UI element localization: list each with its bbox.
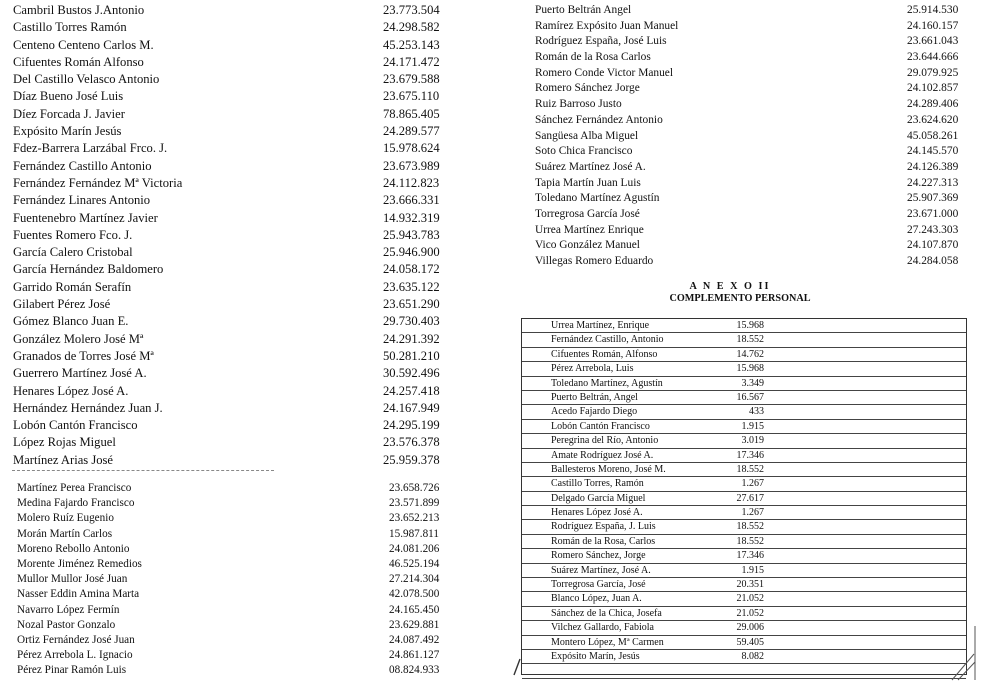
- list-row: [17, 603, 447, 618]
- list-row: [535, 160, 970, 176]
- annex-employee-name: Suárez Martínez, José A.: [551, 564, 651, 576]
- list-row: [17, 557, 447, 572]
- employee-name: Román de la Rosa Carlos: [535, 51, 651, 64]
- list-row: [535, 113, 970, 129]
- amount-value: 25.907.369: [907, 192, 959, 205]
- employee-name: Del Castillo Velasco Antonio: [13, 72, 160, 87]
- employee-name: Villegas Romero Eduardo: [535, 255, 654, 267]
- list-row: [17, 618, 447, 633]
- annex-amount-value: 17.346: [736, 550, 764, 562]
- list-row: [13, 331, 453, 348]
- list-row: [13, 417, 453, 434]
- amount-value: 42.078.500: [389, 588, 440, 601]
- list-row: [13, 192, 453, 209]
- employee-name: Urrea Martínez Enrique: [535, 223, 644, 236]
- amount-value: 24.295.199: [383, 418, 440, 433]
- annex-employee-name: Fernández Castillo, Antonio: [551, 334, 664, 346]
- annex-table: [521, 318, 967, 675]
- employee-name: Medina Fajardo Francisco: [17, 497, 135, 510]
- amount-value: 24.861.127: [389, 649, 440, 662]
- amount-value: 29.730.403: [383, 314, 440, 329]
- amount-value: 24.289.577: [383, 124, 440, 139]
- annex-amount-value: 433: [749, 406, 764, 418]
- annex-table-row: [522, 348, 966, 362]
- list-row: [535, 34, 970, 50]
- employee-name: Granados de Torres José Mª: [13, 348, 154, 363]
- employee-name: Fdez-Barrera Larzábal Frco. J.: [13, 141, 168, 156]
- employee-name: Puerto Beltrán Angel: [535, 4, 632, 16]
- employee-name: Sangüesa Alba Miguel: [535, 129, 639, 142]
- list-row: [13, 106, 453, 123]
- list-row: [535, 238, 970, 254]
- annex-table-row: [522, 377, 966, 391]
- employee-name: Soto Chica Francisco: [535, 145, 633, 158]
- annex-employee-name: Román de la Rosa, Carlos: [551, 535, 656, 547]
- employee-name: García Calero Cristobal: [13, 245, 133, 260]
- list-row: [13, 434, 453, 451]
- employee-name: Pérez Arrebola L. Ignacio: [17, 649, 133, 662]
- list-row: [13, 54, 453, 71]
- annex-table-row: [522, 319, 966, 333]
- amount-value: 78.865.405: [383, 106, 440, 121]
- annex-employee-name: Montero López, Mª Carmen: [551, 636, 664, 648]
- annex-amount-value: 18.552: [736, 463, 764, 475]
- annex-table-row: [522, 434, 966, 448]
- employee-name: Díaz Bueno José Luis: [13, 89, 124, 104]
- annex-amount-value: 1.915: [741, 420, 764, 432]
- employee-name: Ortiz Fernández José Juan: [17, 633, 135, 646]
- amount-value: 25.943.783: [383, 227, 440, 242]
- list-row: [17, 663, 447, 678]
- annex-table-row: [522, 607, 966, 621]
- employee-name: Nozal Pastor Gonzalo: [17, 618, 116, 631]
- annex-employee-name: Lobón Cantón Francisco: [551, 420, 650, 432]
- annex-employee-name: Pérez Arrebola, Luis: [551, 363, 634, 375]
- amount-value: 23.571.899: [389, 497, 440, 510]
- annex-table-row: [522, 650, 966, 664]
- list-row: [535, 97, 970, 113]
- amount-value: 24.112.823: [383, 175, 440, 190]
- list-row: [13, 19, 453, 36]
- annex-employee-name: Blanco López, Juan A.: [551, 593, 642, 605]
- salary-list-left-top: [13, 2, 453, 469]
- employee-name: Gilabert Pérez José: [13, 297, 111, 312]
- amount-value: 23.661.043: [907, 35, 959, 48]
- employee-name: Fuentenebro Martínez Javier: [13, 210, 158, 225]
- annex-amount-value: 21.052: [736, 607, 764, 619]
- employee-name: Guerrero Martínez José A.: [13, 366, 147, 381]
- employee-name: Castillo Torres Ramón: [13, 20, 127, 35]
- annex-amount-value: 1.915: [741, 564, 764, 576]
- list-row: [13, 123, 453, 140]
- employee-name: Fernández Castillo Antonio: [13, 158, 152, 173]
- amount-value: 23.671.000: [907, 207, 959, 220]
- list-row: [13, 227, 453, 244]
- employee-name: Hernández Hernández Juan J.: [13, 400, 163, 415]
- corner-scribble-mark: [948, 624, 978, 682]
- annex-employee-name: Rodríguez España, J. Luis: [551, 521, 656, 533]
- list-row: [535, 19, 970, 35]
- margin-tick-mark: [512, 657, 522, 677]
- annex-table-row: [522, 362, 966, 376]
- list-row: [13, 400, 453, 417]
- employee-name: Cambril Bustos J.Antonio: [13, 3, 145, 17]
- annex-table-row: [522, 477, 966, 491]
- list-row: [13, 175, 453, 192]
- annex-table-row: [522, 592, 966, 606]
- list-row: [13, 2, 453, 19]
- amount-value: 24.284.058: [907, 255, 959, 267]
- amount-value: 23.624.620: [907, 113, 959, 126]
- annex-amount-value: 14.762: [736, 348, 764, 360]
- list-row: [535, 129, 970, 145]
- employee-name: Moreno Rebollo Antonio: [17, 542, 130, 555]
- annex-table-row: [522, 520, 966, 534]
- amount-value: 24.160.157: [907, 19, 959, 32]
- amount-value: 23.673.989: [383, 158, 440, 173]
- employee-name: Ramírez Expósito Juan Manuel: [535, 19, 679, 32]
- employee-name: López Rojas Miguel: [13, 435, 116, 450]
- amount-value: 23.666.331: [383, 193, 440, 208]
- employee-name: Ruiz Barroso Justo: [535, 98, 622, 111]
- list-row: [17, 527, 447, 542]
- salary-list-right: [535, 3, 970, 270]
- annex-title: A N E X O II: [689, 281, 771, 292]
- annex-employee-name: Torregrosa García, José: [551, 579, 646, 591]
- annex-table-row: [522, 549, 966, 563]
- annex-employee-name: Amate Rodríguez José A.: [551, 449, 654, 461]
- amount-value: 24.145.570: [907, 145, 959, 158]
- annex-employee-name: Acedo Fajardo Diego: [551, 406, 638, 418]
- amount-value: 25.946.900: [383, 245, 440, 260]
- list-row: [535, 144, 970, 160]
- amount-value: 23.576.378: [383, 435, 440, 450]
- amount-value: 08.824.933: [389, 664, 440, 677]
- list-row: [13, 452, 453, 469]
- annex-amount-value: 59.405: [736, 636, 764, 648]
- amount-value: 24.291.392: [383, 331, 440, 346]
- employee-name: Martínez Arias José: [13, 452, 114, 467]
- list-row: [535, 176, 970, 192]
- amount-value: 24.298.582: [383, 20, 440, 35]
- employee-name: Rodríguez España, José Luis: [535, 35, 667, 48]
- amount-value: 14.932.319: [383, 210, 440, 225]
- amount-value: 24.107.870: [907, 239, 959, 252]
- employee-name: García Hernández Baldomero: [13, 262, 164, 277]
- amount-value: 30.592.496: [383, 366, 440, 381]
- amount-value: 23.679.588: [383, 72, 440, 87]
- list-row: [13, 279, 453, 296]
- amount-value: 45.058.261: [907, 129, 959, 142]
- amount-value: 24.289.406: [907, 98, 959, 111]
- annex-employee-name: Toledano Martínez, Agustín: [551, 377, 663, 389]
- list-row: [13, 244, 453, 261]
- annex-employee-name: Henares López José A.: [551, 507, 643, 519]
- annex-amount-value: 3.349: [741, 377, 764, 389]
- annex-amount-value: 21.052: [736, 593, 764, 605]
- annex-table-row: [522, 333, 966, 347]
- annex-employee-name: Urrea Martínez, Enrique: [551, 320, 650, 331]
- annex-employee-name: Cifuentes Román, Alfonso: [551, 348, 658, 360]
- employee-name: Navarro López Fermín: [17, 603, 120, 616]
- list-row: [13, 71, 453, 88]
- annex-amount-value: 15.968: [736, 320, 764, 331]
- annex-subtitle: COMPLEMENTO PERSONAL: [669, 293, 811, 304]
- amount-value: 23.675.110: [383, 89, 440, 104]
- amount-value: 23.635.122: [383, 279, 440, 294]
- annex-amount-value: 8.082: [741, 650, 764, 662]
- amount-value: 15.978.624: [383, 141, 440, 156]
- list-row: [535, 191, 970, 207]
- list-row: [535, 223, 970, 239]
- annex-table-row: [522, 535, 966, 549]
- employee-name: Mullor Mullor José Juan: [17, 573, 128, 586]
- list-row: [13, 383, 453, 400]
- amount-value: 29.079.925: [907, 66, 959, 79]
- employee-name: Nasser Eddin Amina Marta: [17, 588, 140, 601]
- amount-value: 45.253.143: [383, 37, 440, 52]
- list-row: [17, 648, 447, 663]
- annex-table-row: [522, 636, 966, 650]
- list-row: [17, 633, 447, 648]
- amount-value: 24.257.418: [383, 383, 440, 398]
- annex-amount-value: 16.567: [736, 391, 764, 403]
- annex-employee-name: Sánchez de la Chica, Josefa: [551, 607, 662, 619]
- annex-table-row: [522, 405, 966, 419]
- list-row: [535, 207, 970, 223]
- amount-value: 24.102.857: [907, 82, 959, 95]
- amount-value: 25.914.530: [907, 4, 959, 16]
- annex-amount-value: 29.006: [736, 622, 764, 634]
- employee-name: Díez Forcada J. Javier: [13, 106, 125, 121]
- amount-value: 24.126.389: [907, 160, 959, 173]
- list-row: [13, 296, 453, 313]
- annex-employee-name: Puerto Beltrán, Angel: [551, 391, 638, 403]
- annex-amount-value: 3.019: [741, 435, 764, 447]
- employee-name: Suárez Martínez José A.: [535, 160, 646, 173]
- annex-table-row: [522, 621, 966, 635]
- annex-amount-value: 20.351: [736, 579, 764, 591]
- amount-value: 27.243.303: [907, 223, 959, 236]
- employee-name: Torregrosa García José: [535, 207, 640, 220]
- amount-value: 23.629.881: [389, 618, 440, 631]
- list-row: [535, 50, 970, 66]
- list-row: [13, 158, 453, 175]
- annex-table-row: [522, 564, 966, 578]
- page-break-divider: [12, 470, 274, 471]
- amount-value: 50.281.210: [383, 348, 440, 363]
- list-row: [13, 37, 453, 54]
- employee-name: González Molero José Mª: [13, 331, 144, 346]
- employee-name: Romero Sánchez Jorge: [535, 82, 640, 95]
- annex-table-row: [522, 506, 966, 520]
- list-row: [13, 348, 453, 365]
- amount-value: 24.081.206: [389, 542, 440, 555]
- amount-value: 23.651.290: [383, 297, 440, 312]
- employee-name: Lobón Cantón Francisco: [13, 418, 138, 433]
- list-row: [17, 496, 447, 511]
- annex-employee-name: Vilchez Gallardo, Fabiola: [551, 622, 654, 634]
- employee-name: Martínez Perea Francisco: [17, 482, 132, 494]
- employee-name: Morán Martín Carlos: [17, 527, 113, 540]
- annex-table-row: [522, 391, 966, 405]
- amount-value: 24.087.492: [389, 633, 440, 646]
- annex-employee-name: Ballesteros Moreno, José M.: [551, 463, 666, 475]
- list-row: [13, 140, 453, 157]
- amount-value: 24.171.472: [383, 54, 440, 69]
- annex-amount-value: 17.346: [736, 449, 764, 461]
- salary-list-left-bottom: [17, 481, 447, 678]
- employee-name: Toledano Martínez Agustín: [535, 192, 660, 205]
- employee-name: Expósito Marín Jesús: [13, 124, 122, 139]
- employee-name: Pérez Pinar Ramón Luis: [17, 664, 127, 677]
- annex-employee-name: Expósito Marín, Jesús: [551, 650, 640, 662]
- annex-employee-name: Delgado García Miguel: [551, 492, 646, 504]
- employee-name: Fernández Linares Antonio: [13, 193, 151, 208]
- annex-table-row: [522, 420, 966, 434]
- amount-value: 23.652.213: [389, 512, 440, 525]
- employee-name: Fuentes Romero Fco. J.: [13, 227, 133, 242]
- annex-amount-value: 1.267: [741, 507, 764, 519]
- annex-employee-name: Castillo Torres, Ramón: [551, 478, 644, 490]
- annex-amount-value: 15.968: [736, 363, 764, 375]
- employee-name: Fernández Fernández Mª Victoria: [13, 175, 183, 190]
- annex-empty-row: [522, 664, 966, 678]
- employee-name: Henares López José A.: [13, 383, 129, 398]
- amount-value: 15.987.811: [389, 527, 439, 540]
- list-row: [17, 587, 447, 602]
- employee-name: Tapia Martín Juan Luis: [535, 176, 641, 189]
- annex-amount-value: 18.552: [736, 334, 764, 346]
- list-row: [13, 365, 453, 382]
- employee-name: Garrido Román Serafín: [13, 279, 132, 294]
- list-row: [17, 572, 447, 587]
- amount-value: 23.773.504: [383, 3, 440, 17]
- annex-table-row: [522, 492, 966, 506]
- annex-table-row: [522, 578, 966, 592]
- list-row: [17, 511, 447, 526]
- employee-name: Vico González Manuel: [535, 239, 640, 252]
- list-row: [535, 3, 970, 19]
- annex-employee-name: Peregrina del Río, Antonio: [551, 435, 659, 447]
- list-row: [13, 88, 453, 105]
- list-row: [13, 313, 453, 330]
- list-row: [535, 254, 970, 270]
- list-row: [17, 481, 447, 496]
- annex-table-row: [522, 463, 966, 477]
- amount-value: 24.165.450: [389, 603, 440, 616]
- annex-amount-value: 1.267: [741, 478, 764, 490]
- amount-value: 24.058.172: [383, 262, 440, 277]
- annex-amount-value: 18.552: [736, 521, 764, 533]
- employee-name: Centeno Centeno Carlos M.: [13, 37, 154, 52]
- annex-rows: [522, 319, 966, 679]
- employee-name: Molero Ruíz Eugenio: [17, 512, 114, 525]
- employee-name: Morente Jiménez Remedios: [17, 557, 142, 570]
- list-row: [535, 81, 970, 97]
- employee-name: Sánchez Fernández Antonio: [535, 113, 663, 126]
- annex-amount-value: 27.617: [736, 492, 764, 504]
- list-row: [535, 66, 970, 82]
- annex-amount-value: 18.552: [736, 535, 764, 547]
- list-row: [17, 542, 447, 557]
- employee-name: Cifuentes Román Alfonso: [13, 54, 144, 69]
- employee-name: Gómez Blanco Juan E.: [13, 314, 129, 329]
- annex-employee-name: Romero Sánchez, Jorge: [551, 550, 646, 562]
- list-row: [13, 261, 453, 278]
- amount-value: 23.644.666: [907, 51, 959, 64]
- amount-value: 24.167.949: [383, 400, 440, 415]
- list-row: [13, 210, 453, 227]
- amount-value: 23.658.726: [389, 482, 440, 494]
- amount-value: 27.214.304: [389, 573, 440, 586]
- amount-value: 46.525.194: [389, 557, 440, 570]
- annex-table-row: [522, 449, 966, 463]
- amount-value: 25.959.378: [383, 452, 440, 467]
- employee-name: Romero Conde Victor Manuel: [535, 66, 673, 79]
- amount-value: 24.227.313: [907, 176, 959, 189]
